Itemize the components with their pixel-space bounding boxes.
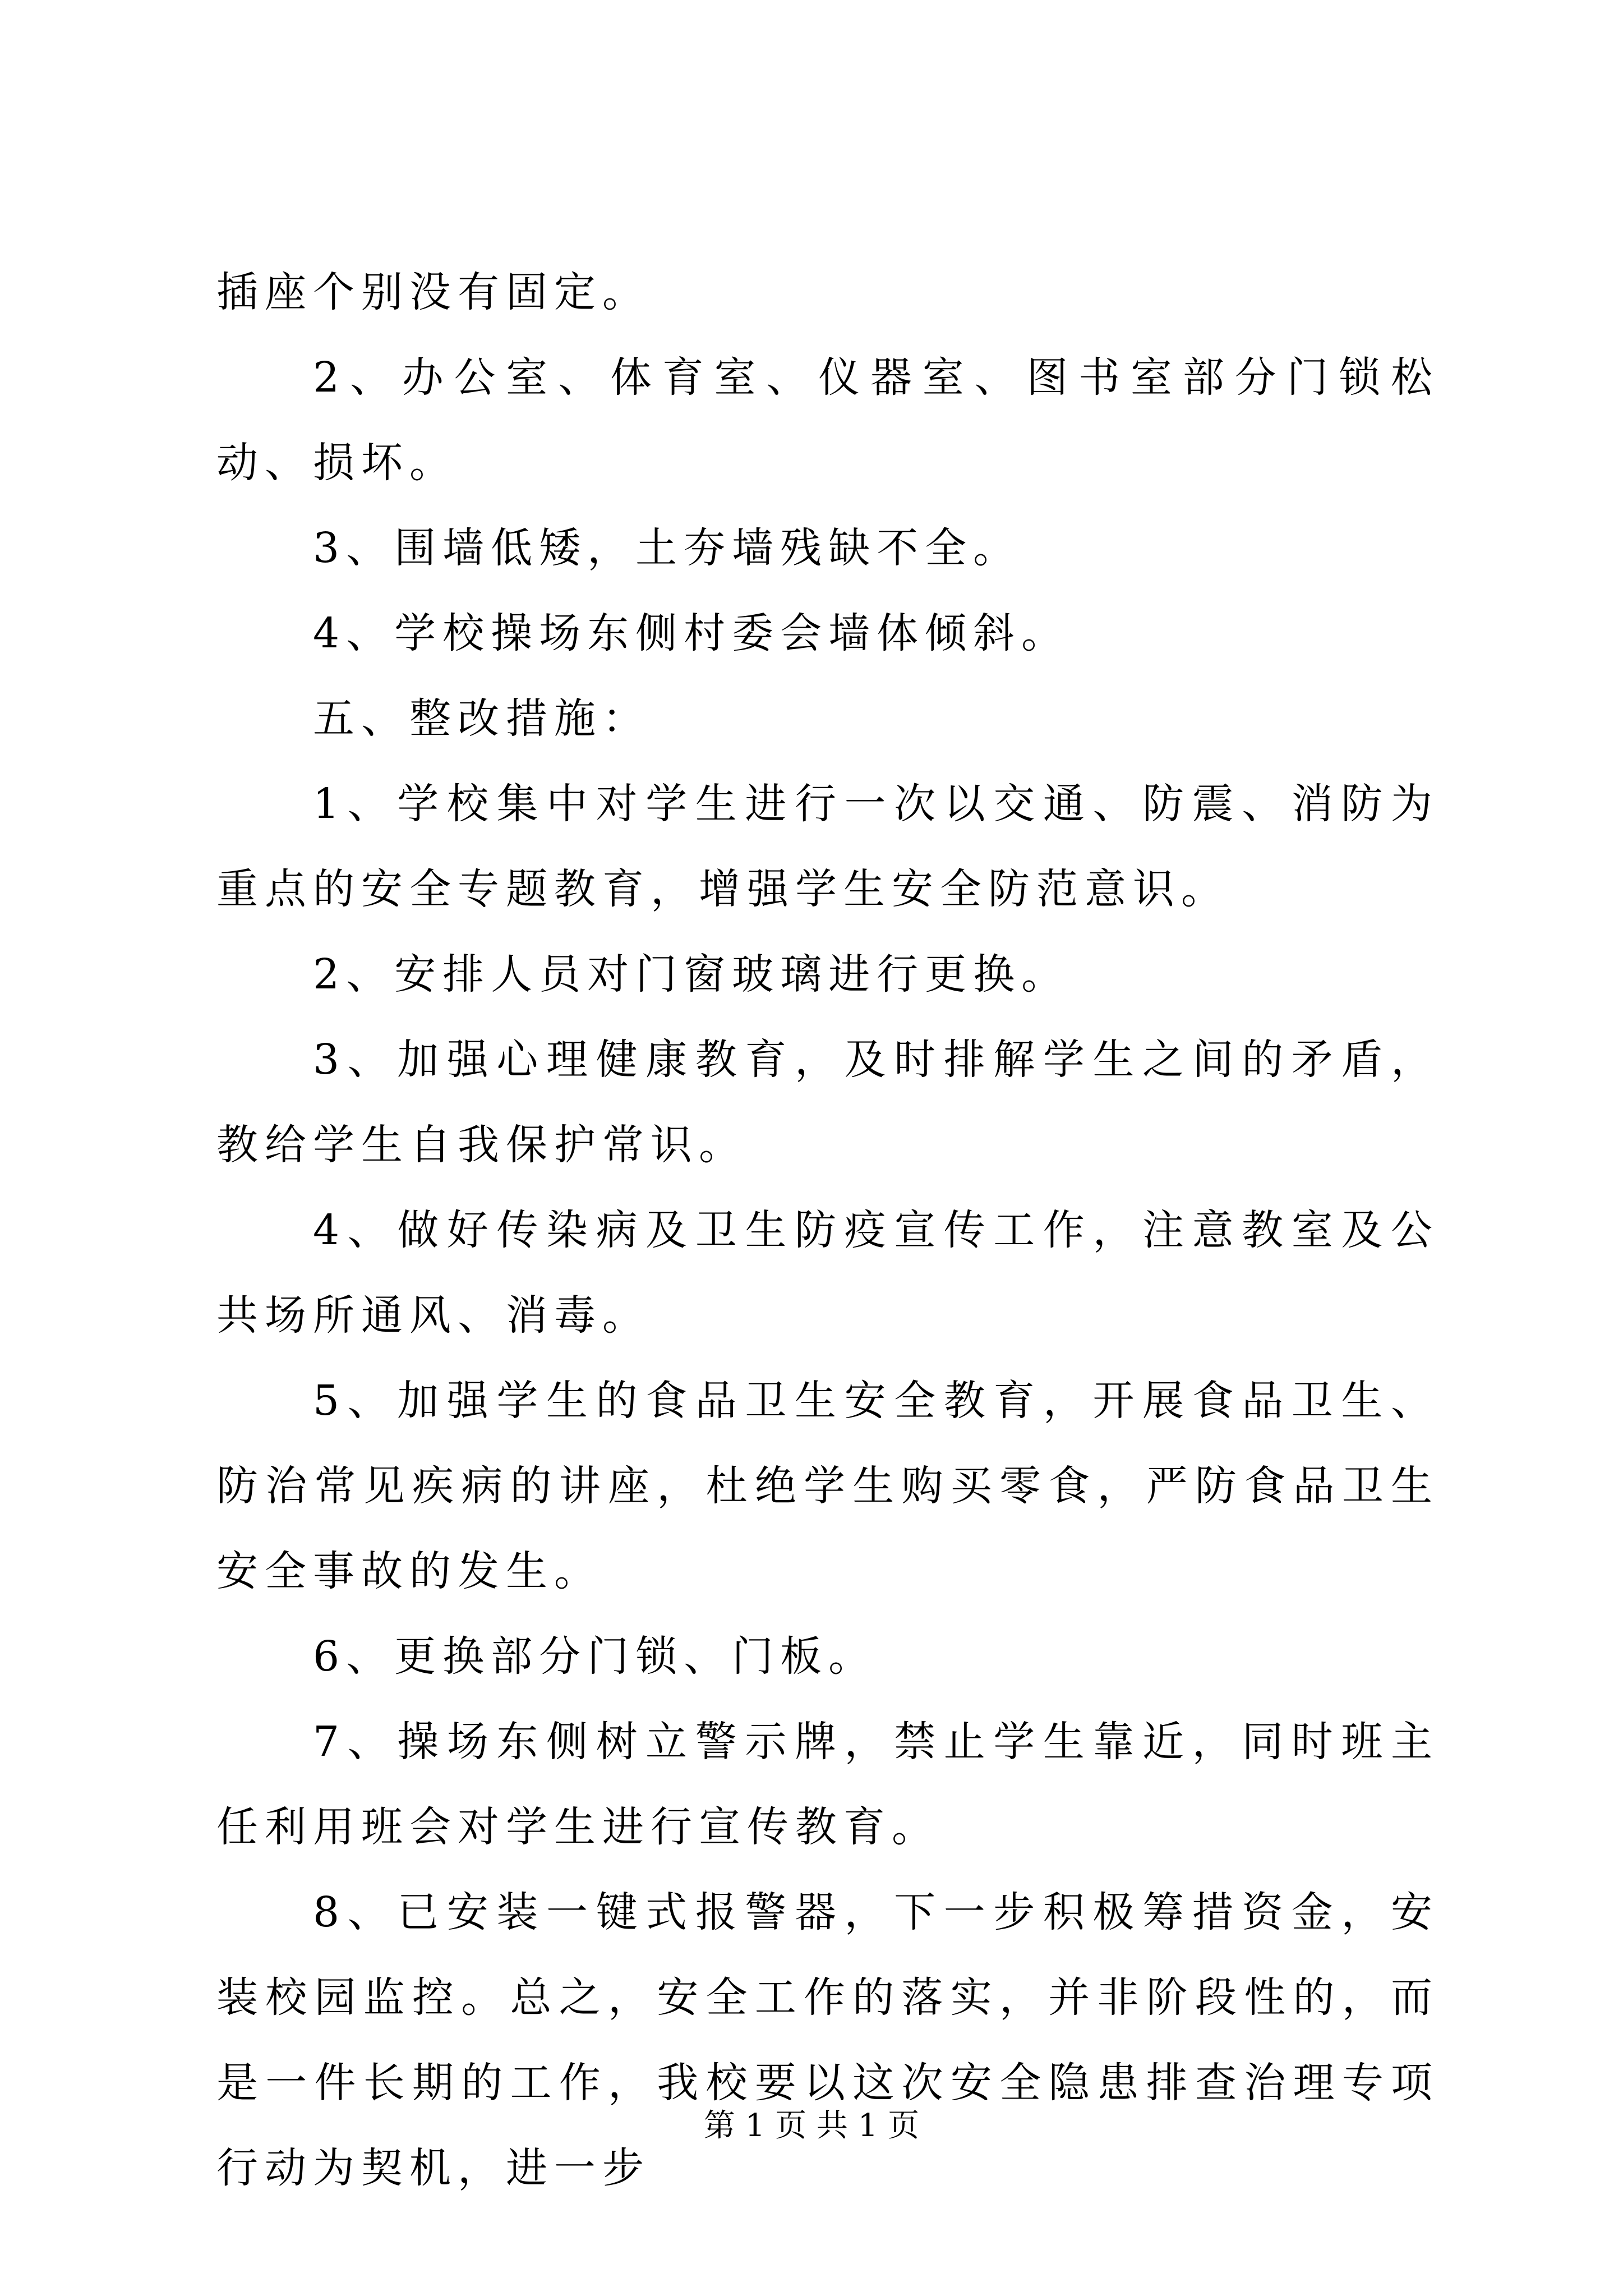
measure-2: 2、安排人员对门窗玻璃进行更换。 (313, 950, 1070, 999)
paragraph-3: 3、围墙低矮，土夯墙残缺不全。 (313, 524, 1022, 572)
paragraph-2: 2、办公室、体育室、仪器室、图书室部分门锁松动、损坏。 (216, 353, 1439, 487)
page-footer: 第 1 页 共 1 页 (703, 2108, 920, 2144)
document-body (216, 250, 1439, 2211)
measure-1: 1、学校集中对学生进行一次以交通、防震、消防为重点的安全专题教育，增强学生安全防范意识。 (216, 780, 1439, 913)
paragraph-4: 4、学校操场东侧村委会墙体倾斜。 (313, 609, 1070, 657)
section-heading-rectification: 五、整改措施： (313, 694, 651, 743)
measure-7: 7、操场东侧树立警示牌，禁止学生靠近，同时班主任利用班会对学生进行宣传教育。 (216, 1718, 1439, 1851)
measure-5: 5、加强学生的食品卫生安全教育，开展食品卫生、防治常见疾病的讲座，杜绝学生购买零食，严防食品卫生安全事故的发生。 (216, 1377, 1439, 1595)
measure-3: 3、加强心理健康教育，及时排解学生之间的矛盾，教给学生自我保护常识。 (216, 1036, 1439, 1169)
measure-6: 6、更换部分门锁、门板。 (313, 1632, 877, 1681)
measure-4: 4、做好传染病及卫生防疫宣传工作，注意教室及公共场所通风、消毒。 (216, 1206, 1439, 1340)
paragraph-1: 插座个别没有固定。 (216, 268, 651, 316)
measure-8: 8、已安装一键式报警器，下一步积极筹措资金，安装校园监控。总之，安全工作的落实，并非阶段性的，而是一件长期的工作，我校要以这次安全隐患排查治理专项行动为契机，进一步 (216, 1888, 1439, 2192)
